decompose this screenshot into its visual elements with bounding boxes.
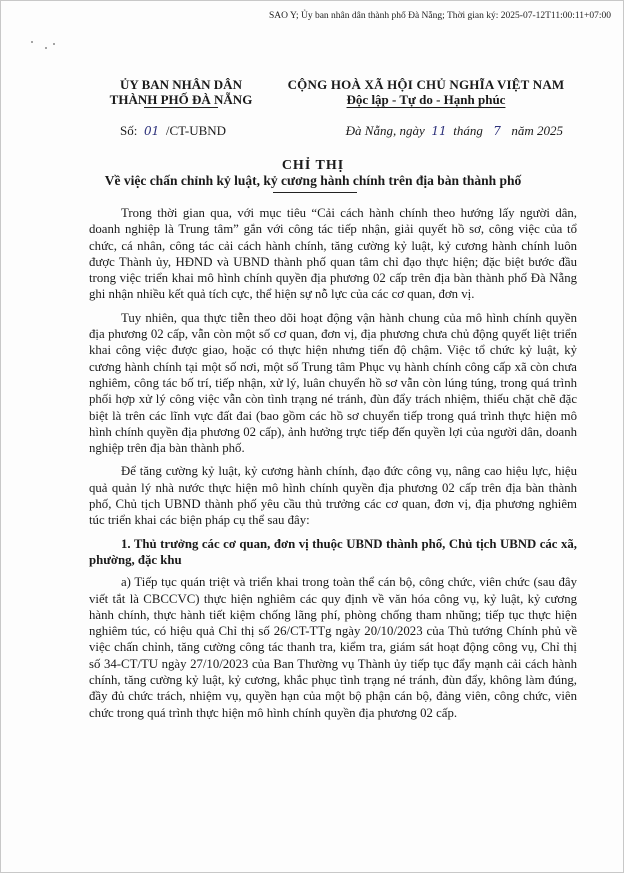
national-header-block <box>271 77 581 139</box>
body-paragraph-3: Để tăng cường kỷ luật, kỷ cương hành chính, đạo đức công vụ, nâng cao hiệu lực, hiệu quả quản lý nhà nước thực hiện mô hình chính quyền địa phương 02 cấp trên địa bàn thành phố, Chủ tịch UBND thành phố yêu cầu thủ trưởng các cơ quan, đơn vị, địa phương nghiêm túc triển khai các biện pháp cụ thể sau đây: <box>89 464 577 528</box>
date-month-label: tháng <box>453 123 483 138</box>
date-day-handwritten: 11 <box>431 124 447 138</box>
issue-date <box>271 123 581 139</box>
document-subject: Về việc chấn chỉnh kỷ luật, kỷ cương hành chính trên địa bàn thành phố <box>104 173 522 188</box>
section-1-heading: 1. Thủ trưởng các cơ quan, đơn vị thuộc UBND thành phố, Chủ tịch UBND các xã, phường, đặc khu <box>89 536 577 567</box>
digital-signature-line: SAO Y; Ủy ban nhân dân thành phố Đà Nẵng; Thời gian ký: 2025-07-12T11:00:11+07:00 <box>268 11 611 21</box>
authority-line-2: THÀNH PHỐ ĐÀ NẴNG <box>109 92 253 107</box>
nation-name: CỘNG HOÀ XÃ HỘI CHỦ NGHĨA VIỆT NAM <box>287 77 565 92</box>
section-1-item-a: a) Tiếp tục quán triệt và triển khai trong toàn thể cán bộ, công chức, viên chức (sau đây viết tắt là CBCCVC) thực hiện nghiêm các quy định về văn hóa công vụ, kỷ luật, kỷ cương hành chính, thực hành tiết kiệm chống lãng phí, phòng chống tham nhũng; tiếp tục thực hiện nghiêm túc, có hiệu quả Chỉ thị số 26/CT-TTg ngày 20/10/2023 của Thủ tướng Chính phủ về việc chấn chỉnh, tăng cường công tác thanh tra, kiểm tra, giám sát hoạt động công vụ, Chỉ thị số 34-CT/TU ngày 27/10/2023 của Ban Thường vụ Thành ủy tiếp tục đẩy mạnh cải cách hành chính, tăng cường kỷ luật, kỷ cương, khắc phục tình trạng né tránh, đùn đẩy, không làm đúng, đầy đủ chức trách, nhiệm vụ, quyền hạn của một bộ phận cán bộ, đảng viên, công chức, viên chức trong quá trình thực hiện mô hình chính quyền địa phương 02 cấp. <box>89 575 577 720</box>
date-month-handwritten: 7 <box>493 124 501 138</box>
authority-underline <box>144 107 218 108</box>
national-motto: Độc lập - Tự do - Hạnh phúc <box>346 92 506 107</box>
number-suffix: /CT-UBND <box>165 123 227 138</box>
number-prefix: Số: <box>120 123 138 138</box>
body-paragraph-2: Tuy nhiên, qua thực tiễn theo dõi hoạt động vận hành chung của mô hình chính quyền địa phương 02 cấp, vẫn còn một số cơ quan, đơn vị, địa phương chưa chủ động quyết liệt triển khai công việc được giao, hoặc có thực hiện nhưng tiến độ chậm. Việc tổ chức kỷ luật, kỷ cương hành chính tại một số nơi, một số Trung tâm Phục vụ hành chính công cấp xã còn chưa nghiêm, công tác bố trí, tiếp nhận, xử lý, luân chuyển hồ sơ vẫn còn lúng túng, trong quá trình phối hợp xử lý công việc vẫn còn tình trạng né tránh, đùn đẩy trách nhiệm, thiếu chặt chẽ đặc biệt là trên các lĩnh vực đất đai (bao gồm các hồ sơ chuyển tiếp trong quá trình thực hiện mô hình chính quyền địa phương 02 cấp), ảnh hưởng trực tiếp đến quyền lợi của người dân, doanh nghiệp trên địa bàn thành phố. <box>89 310 577 456</box>
scan-speck <box>31 41 33 43</box>
scan-speck <box>45 47 47 49</box>
issuing-authority-block <box>96 77 266 139</box>
date-year: năm 2025 <box>511 123 563 138</box>
body-paragraph-1: Trong thời gian qua, với mục tiêu “Cải cách hành chính theo hướng lấy người dân, doanh nghiệp là Trung tâm” gắn với công tác tiếp nhận, giải quyết hồ sơ, công việc của tổ chức, cá nhân, công tác cải cách hành chính, tăng cường kỷ luật, kỷ cương hành chính luôn được Thành ủy, HĐND và UBND thành phố quan tâm chỉ đạo thực hiện; đặc biệt bước đầu trong việc triển khai mô hình chính quyền địa phương 02 cấp trên địa bàn thành phố Đà Nẵng ghi nhận nhiều kết quả tích cực, thể hiện sự nỗ lực của các cơ quan, đơn vị. <box>89 206 577 302</box>
date-prefix: Đà Nẵng, ngày <box>345 123 425 138</box>
document-body <box>89 205 577 728</box>
document-number <box>96 123 266 139</box>
subject-underline <box>273 192 357 193</box>
scan-speck <box>53 43 55 45</box>
authority-line-1: ỦY BAN NHÂN DÂN <box>120 77 242 92</box>
document-type-title: CHỈ THỊ <box>281 158 345 173</box>
number-handwritten: 01 <box>143 124 160 138</box>
